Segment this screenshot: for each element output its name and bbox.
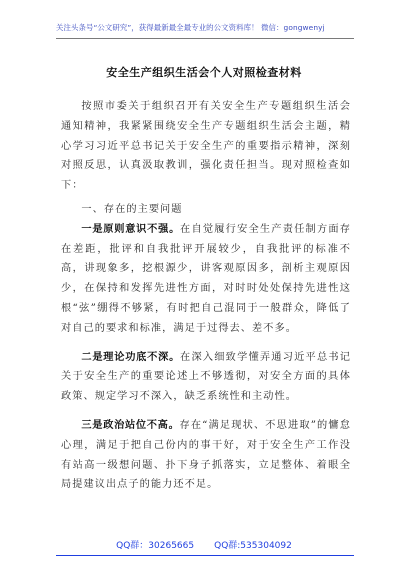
intro-paragraph: 按照市委关于组织召开有关安全生产专题组织生活会通知精神，我紧紧围绕安全生产专题组织生活会主题，精心学习习近平总书记关于安全生产的重要指示精神，深刻对照反思，认真汲取教训，强化责任担当。现对照检查如下： <box>61 101 351 192</box>
point-paragraph-2 <box>61 348 351 407</box>
point-text-3: 存在“满足现状、不思进取”的慵怠心理，满足于把自己份内的事干好，对于安全生产工作没有站高一级想问题、扑下身子抓落实，立足整体、着眼全局提建议出点子的能力还不足。 <box>61 419 351 491</box>
document-body <box>61 97 351 495</box>
point-paragraph-3 <box>61 416 351 495</box>
footer-contact <box>0 540 408 552</box>
section-heading: 一、存在的主要问题 <box>81 203 183 215</box>
footer-qq-group-1: QQ群：30265665 <box>116 541 195 551</box>
point-lead-1: 一是原则意识不强。 <box>81 223 181 235</box>
point-lead-2: 二是理论功底不深。 <box>81 351 181 363</box>
document-title: 安全生产组织生活会个人对照检查材料 <box>106 66 302 79</box>
point-paragraph-1 <box>61 220 351 339</box>
footer-divider <box>56 555 354 556</box>
header-banner: 关注头条号“公文研究”，获得最新最全最专业的公文资料库！ 微信：gongwenyj <box>56 23 325 32</box>
footer-qq-group-2: QQ群:535304092 <box>214 541 292 551</box>
header-divider <box>56 38 354 39</box>
point-text-2: 在深入细致学懂弄通习近平总书记关于安全生产的重要论述上不够透彻，对安全方面的具体政策、规定学习不深入，缺乏系统性和主动性。 <box>61 351 351 403</box>
point-text-1: 在自觉履行安全生产责任制方面存在差距，批评和自我批评开展较少，自我批评的标准不高，讲现象多，挖根源少，讲客观原因多，剖析主观原因少，在保持和发挥先进性方面，对时时处处保持先进性这根“弦”绷得不够紧，有时把自己混同于一般群众，降低了对自己的要求和标准，满足于过得去、差不多。 <box>61 223 351 334</box>
point-lead-3: 三是政治站位不高。 <box>81 419 180 431</box>
